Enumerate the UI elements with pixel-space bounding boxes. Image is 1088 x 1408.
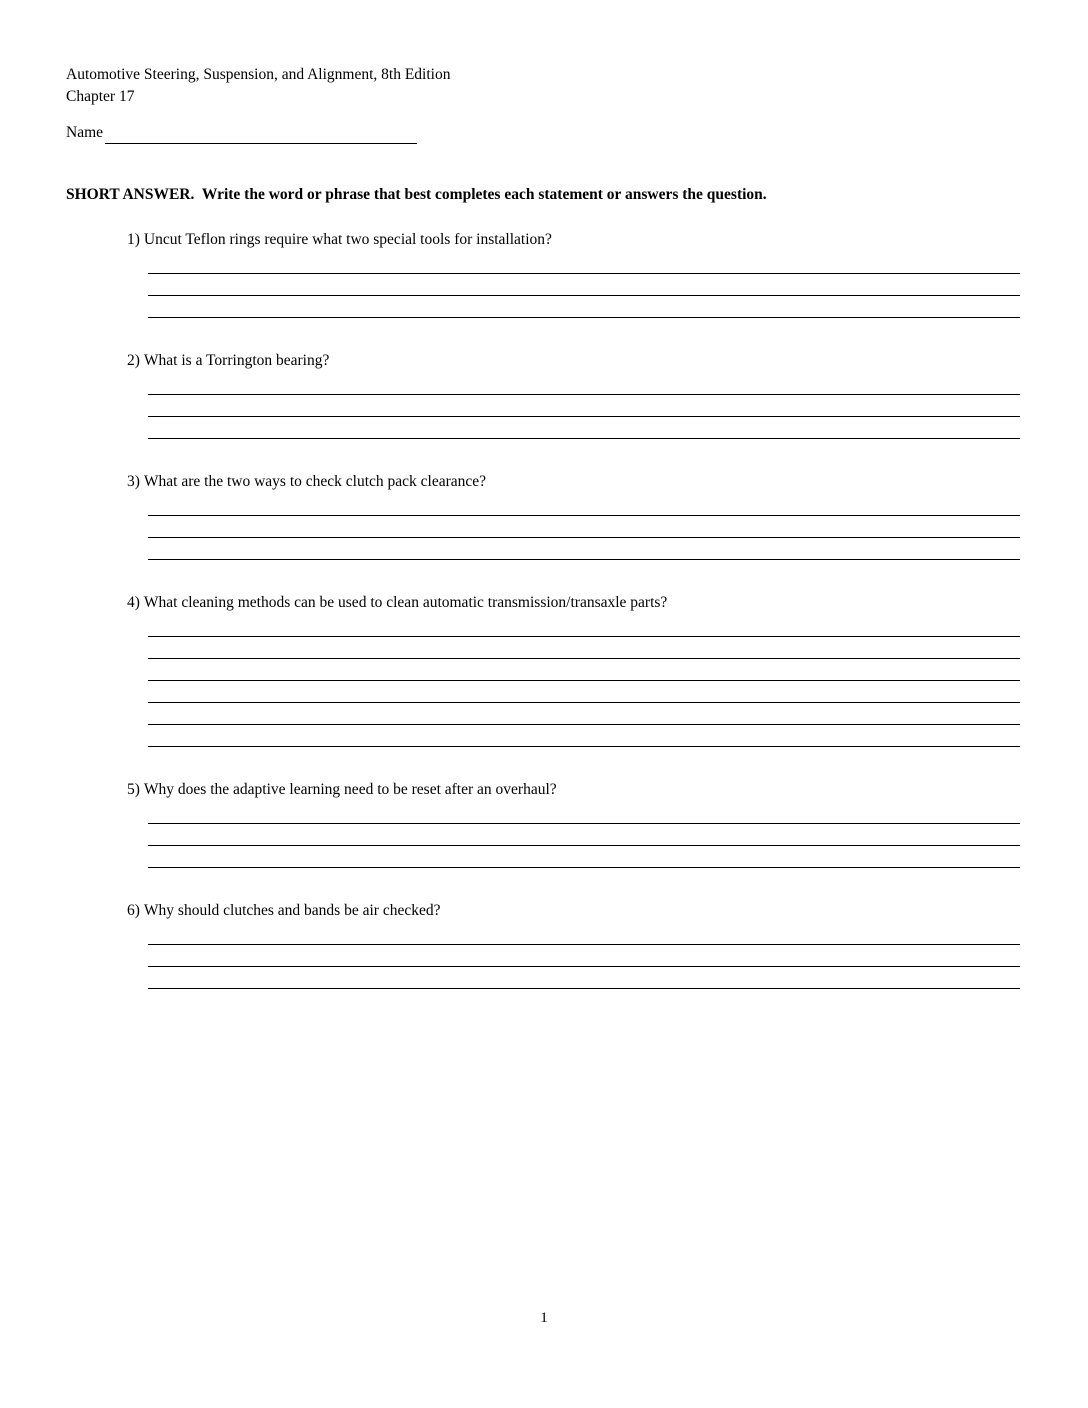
answer-line bbox=[148, 615, 1020, 637]
document-title: Automotive Steering, Suspension, and Alignment, 8th Edition bbox=[66, 66, 451, 83]
answer-lines bbox=[148, 252, 1020, 318]
question-text: Why should clutches and bands be air checked? bbox=[143, 902, 441, 919]
answer-line bbox=[148, 824, 1020, 846]
question-number: 5) bbox=[127, 781, 140, 798]
questions-list bbox=[66, 230, 1020, 989]
answer-lines bbox=[148, 494, 1020, 560]
answer-line bbox=[148, 703, 1020, 725]
answer-line bbox=[148, 373, 1020, 395]
question-number: 1) bbox=[127, 231, 140, 248]
answer-line bbox=[148, 637, 1020, 659]
answer-line bbox=[148, 296, 1020, 318]
answer-line bbox=[148, 659, 1020, 681]
question-number: 6) bbox=[127, 902, 140, 919]
answer-line bbox=[148, 516, 1020, 538]
name-row bbox=[66, 122, 1020, 144]
answer-line bbox=[148, 802, 1020, 824]
answer-line bbox=[148, 417, 1020, 439]
question-number: 4) bbox=[127, 594, 140, 611]
chapter-label: Chapter 17 bbox=[66, 88, 135, 105]
section-heading: SHORT ANSWER. Write the word or phrase that best completes each statement or answers the question. bbox=[66, 186, 767, 203]
question-text: What is a Torrington bearing? bbox=[143, 352, 330, 369]
answer-lines bbox=[148, 802, 1020, 868]
answer-lines bbox=[148, 615, 1020, 747]
question-text: Uncut Teflon rings require what two special tools for installation? bbox=[143, 231, 552, 248]
question-text: What cleaning methods can be used to clean automatic transmission/transaxle parts? bbox=[143, 594, 668, 611]
question-block bbox=[127, 230, 1020, 318]
answer-lines bbox=[148, 923, 1020, 989]
question-block bbox=[127, 901, 1020, 989]
answer-line bbox=[148, 494, 1020, 516]
question-text: What are the two ways to check clutch pack clearance? bbox=[143, 473, 487, 490]
answer-line bbox=[148, 725, 1020, 747]
page-number: 1 bbox=[540, 1310, 548, 1326]
name-label: Name bbox=[66, 124, 104, 141]
answer-line bbox=[148, 395, 1020, 417]
answer-line bbox=[148, 923, 1020, 945]
question-text: Why does the adaptive learning need to be reset after an overhaul? bbox=[143, 781, 557, 798]
question-number: 3) bbox=[127, 473, 140, 490]
answer-line bbox=[148, 967, 1020, 989]
answer-line bbox=[148, 846, 1020, 868]
question-block bbox=[127, 780, 1020, 868]
question-number: 2) bbox=[127, 352, 140, 369]
answer-line bbox=[148, 681, 1020, 703]
question-block bbox=[127, 351, 1020, 439]
name-blank-line bbox=[105, 124, 417, 144]
question-block bbox=[127, 472, 1020, 560]
question-block bbox=[127, 593, 1020, 747]
answer-line bbox=[148, 252, 1020, 274]
answer-line bbox=[148, 538, 1020, 560]
answer-line bbox=[148, 274, 1020, 296]
answer-lines bbox=[148, 373, 1020, 439]
answer-line bbox=[148, 945, 1020, 967]
